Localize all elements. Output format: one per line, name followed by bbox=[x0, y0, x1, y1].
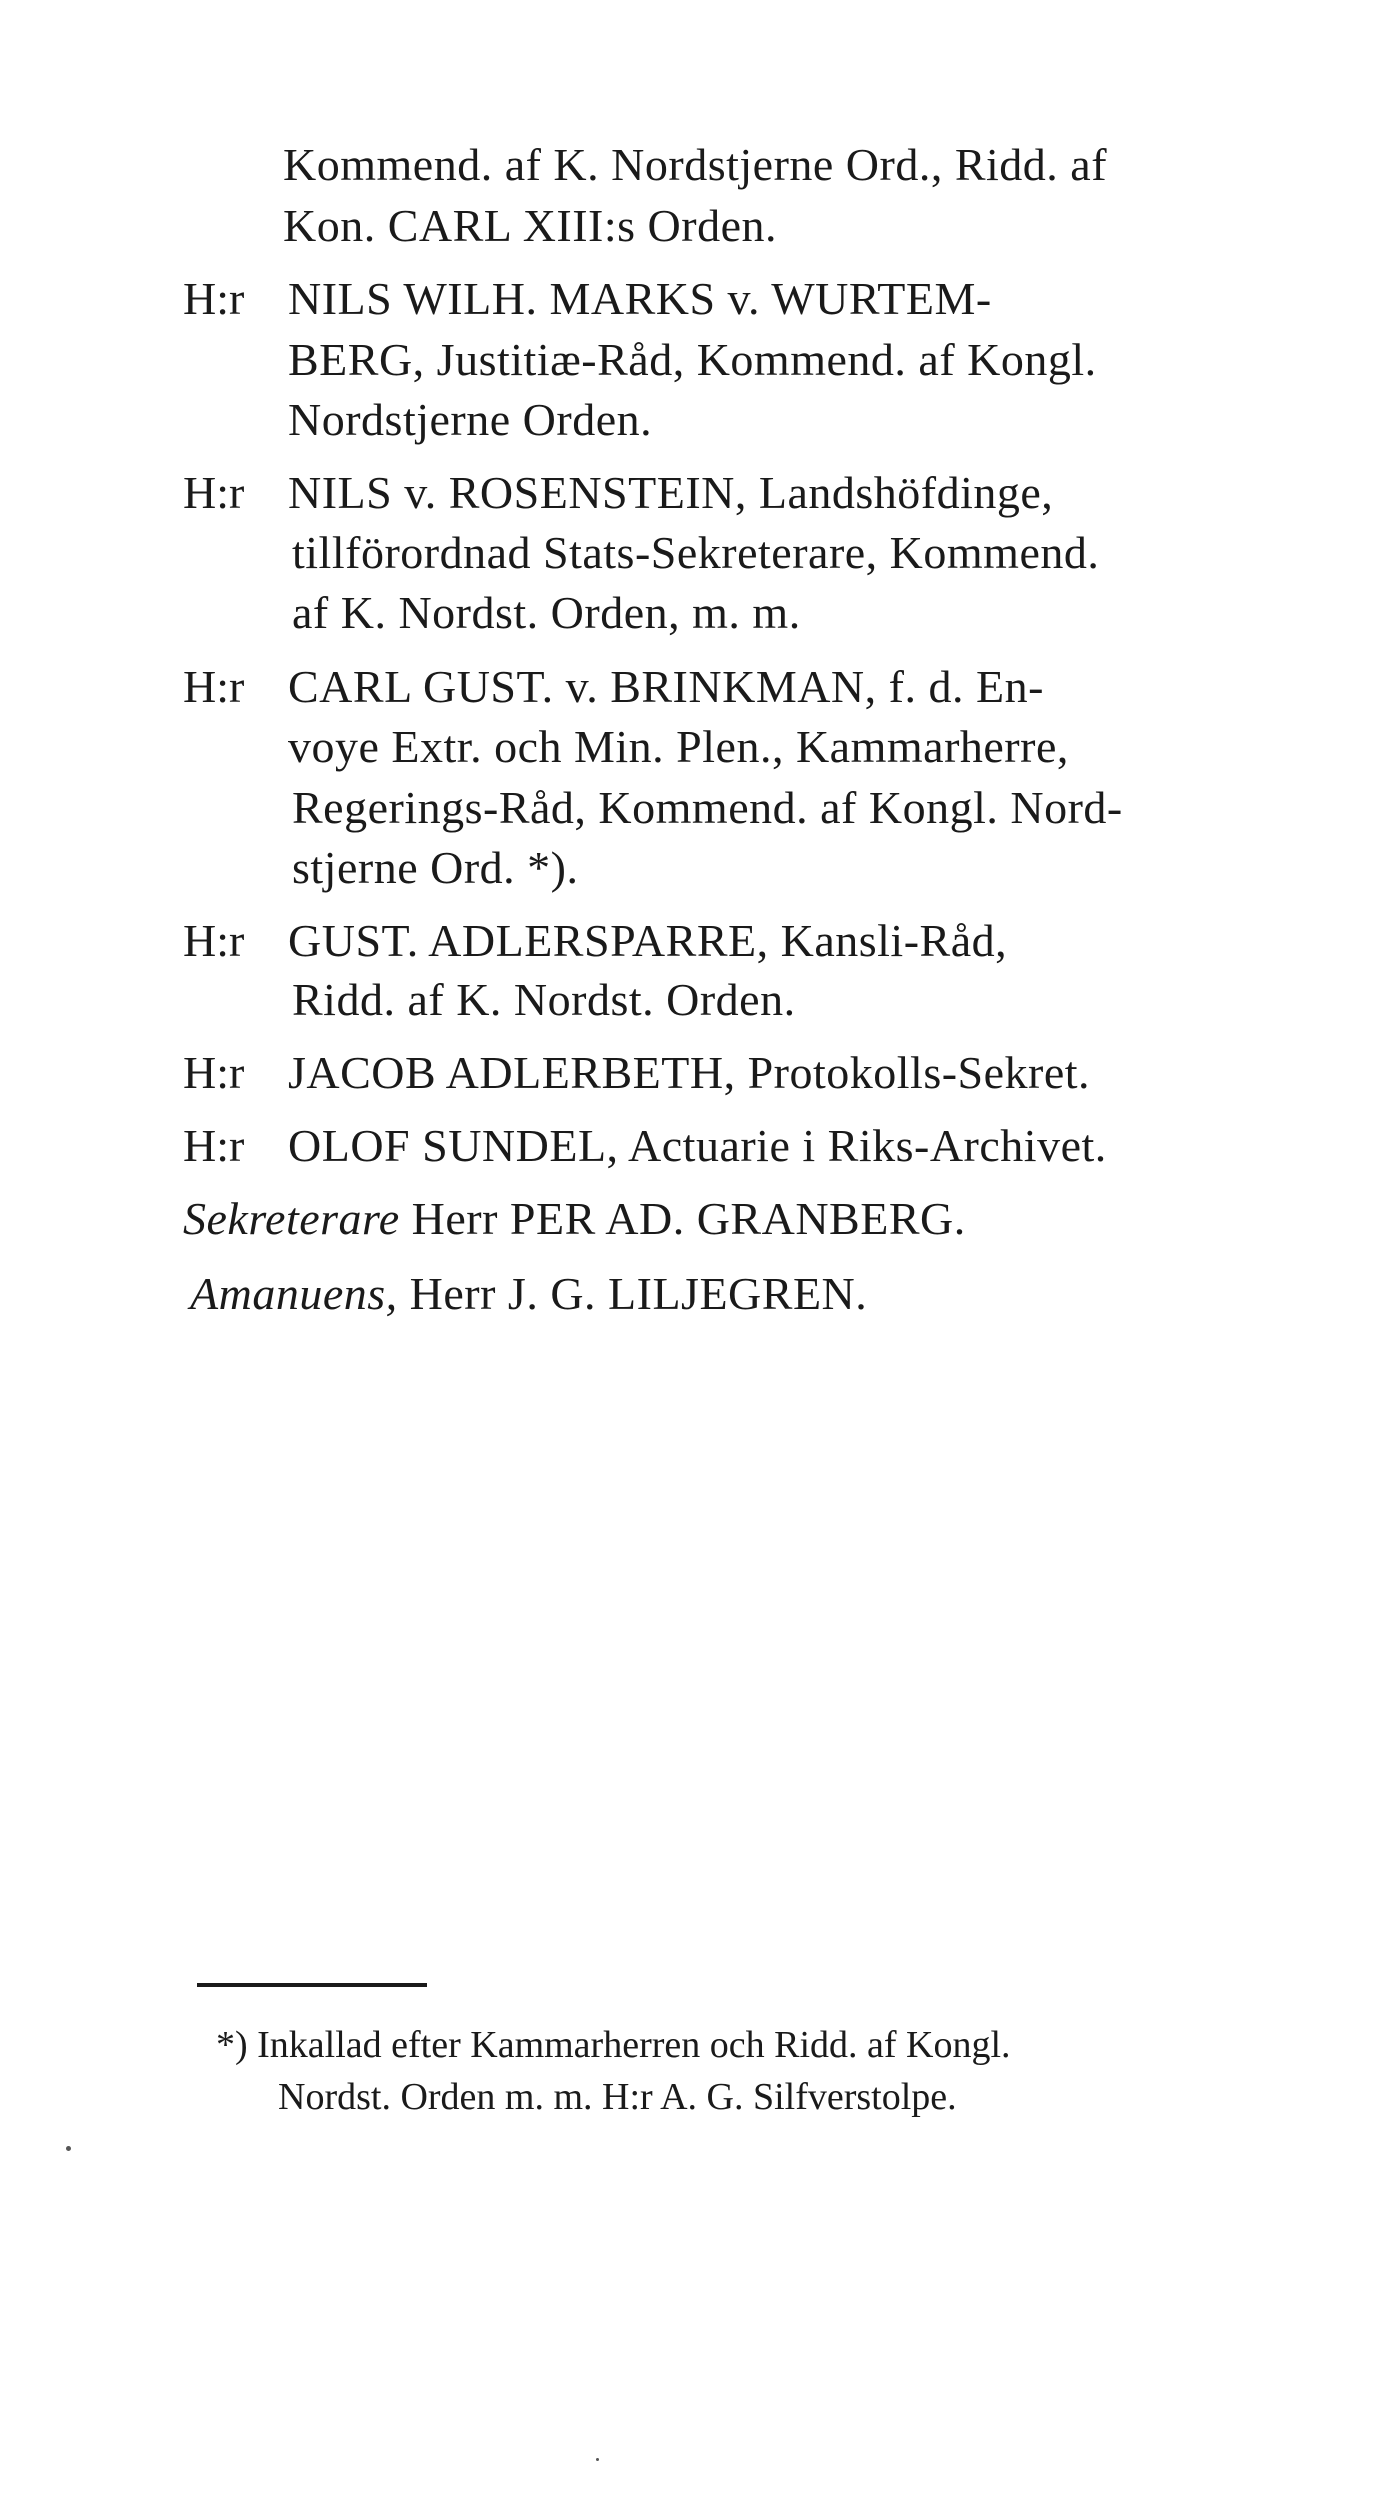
entry-1-prefix: H:r bbox=[183, 273, 245, 324]
entry-3-line-1: voye Extr. och Min. Plen., Kammarherre, bbox=[288, 721, 1069, 772]
entry-6-line-0: OLOF SUNDEL, Actuarie i Riks-Archivet. bbox=[288, 1120, 1107, 1171]
entry-3-prefix: H:r bbox=[183, 661, 245, 712]
entry-2-line-2: af K. Nordst. Orden, m. m. bbox=[292, 587, 801, 638]
secretary-line bbox=[183, 1193, 966, 1244]
footnote-line-1: *) Inkallad efter Kammarherren och Ridd. af Kongl. bbox=[216, 2024, 1011, 2066]
entry-1-line-2: Nordstjerne Orden. bbox=[288, 394, 653, 445]
amanuens-title: Amanuens, bbox=[190, 1268, 398, 1319]
entry-2-prefix: H:r bbox=[183, 467, 245, 518]
footnote-line-2: Nordst. Orden m. m. H:r A. G. Silfverstolpe. bbox=[278, 2076, 957, 2118]
entry-1-line-1: BERG, Justitiæ-Råd, Kommend. af Kongl. bbox=[288, 334, 1097, 385]
entry-3-line-0: CARL GUST. v. BRINKMAN, f. d. En- bbox=[288, 661, 1044, 712]
amanuens-line bbox=[190, 1268, 868, 1319]
entry-3-line-3: stjerne Ord. *). bbox=[292, 842, 579, 893]
entry-4-prefix: H:r bbox=[183, 915, 245, 966]
entry-1-line-0: NILS WILH. MARKS v. WURTEM- bbox=[288, 273, 992, 324]
entry-3-line-2: Regerings-Råd, Kommend. af Kongl. Nord- bbox=[292, 782, 1123, 833]
entry-5-line-0: JACOB ADLERBETH, Protokolls-Sekret. bbox=[288, 1047, 1091, 1098]
entry-4-line-0: GUST. ADLERSPARRE, Kansli-Råd, bbox=[288, 915, 1008, 966]
secretary-name: Herr PER AD. GRANBERG. bbox=[411, 1193, 966, 1244]
entry-6-prefix: H:r bbox=[183, 1120, 245, 1171]
entry-5-prefix: H:r bbox=[183, 1047, 245, 1098]
entry-2-line-1: tillförordnad Stats-Sekreterare, Kommend. bbox=[292, 527, 1100, 578]
entry-0-line-1: Kon. CARL XIII:s Orden. bbox=[283, 200, 778, 251]
footnote-rule bbox=[197, 1983, 427, 1987]
paper-speck bbox=[596, 2458, 599, 2461]
entry-4-line-1: Ridd. af K. Nordst. Orden. bbox=[292, 974, 796, 1025]
paper-speck bbox=[66, 2146, 71, 2151]
entry-2-line-0: NILS v. ROSENSTEIN, Landshöfdinge, bbox=[288, 467, 1054, 518]
secretary-title: Sekreterare bbox=[183, 1193, 400, 1244]
entry-0-line-0: Kommend. af K. Nordstjerne Ord., Ridd. af bbox=[283, 139, 1108, 190]
amanuens-name: Herr J. G. LILJEGREN. bbox=[409, 1268, 868, 1319]
